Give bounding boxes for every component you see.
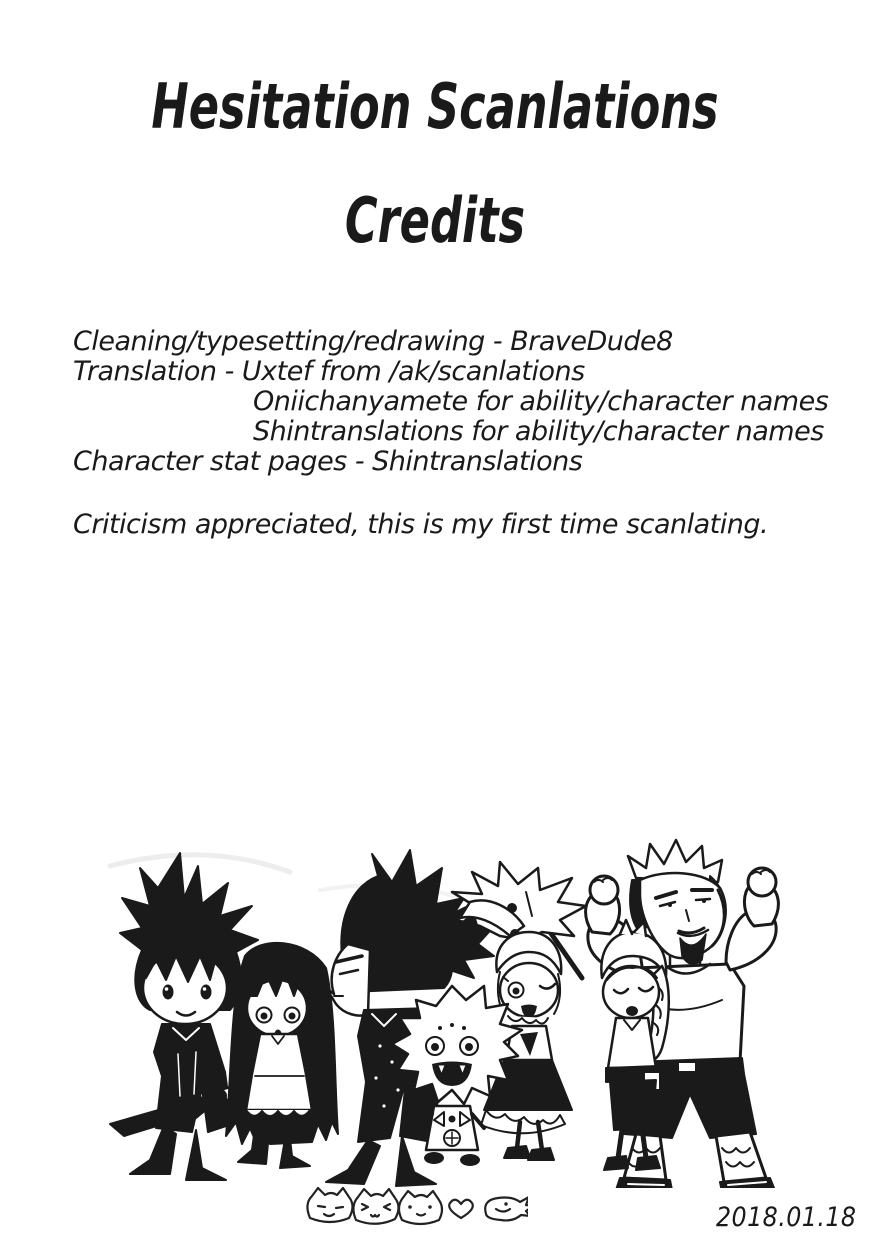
cat-face-icon [399,1191,442,1224]
chibi-long-black-haired-girl [226,943,338,1168]
credit-line: Translation - Uxtef from /ak/scanlations [73,356,585,387]
credit-line: Shintranslations for ability/character names [253,416,824,447]
credit-line: Oniichanyamete for ability/character names [253,386,829,417]
doodle-row [298,1182,528,1232]
credits-list [73,327,828,477]
cat-face-icon [307,1188,352,1222]
axolotl-face-icon [485,1197,528,1220]
release-date: 2018.01.18 [716,1202,857,1233]
heart-icon [449,1200,473,1218]
page-subtitle: Credits [344,184,526,257]
cat-face-icon [353,1189,398,1224]
page-title: Hesitation Scanlations [151,70,719,143]
credit-line: Cleaning/typesetting/redrawing - BraveDude8 [73,326,673,357]
credit-line: Character stat pages - Shintranslations [73,446,583,477]
criticism-note: Criticism appreciated, this is my first time scanlating. [73,509,769,540]
chibi-characters-illustration [80,828,840,1188]
